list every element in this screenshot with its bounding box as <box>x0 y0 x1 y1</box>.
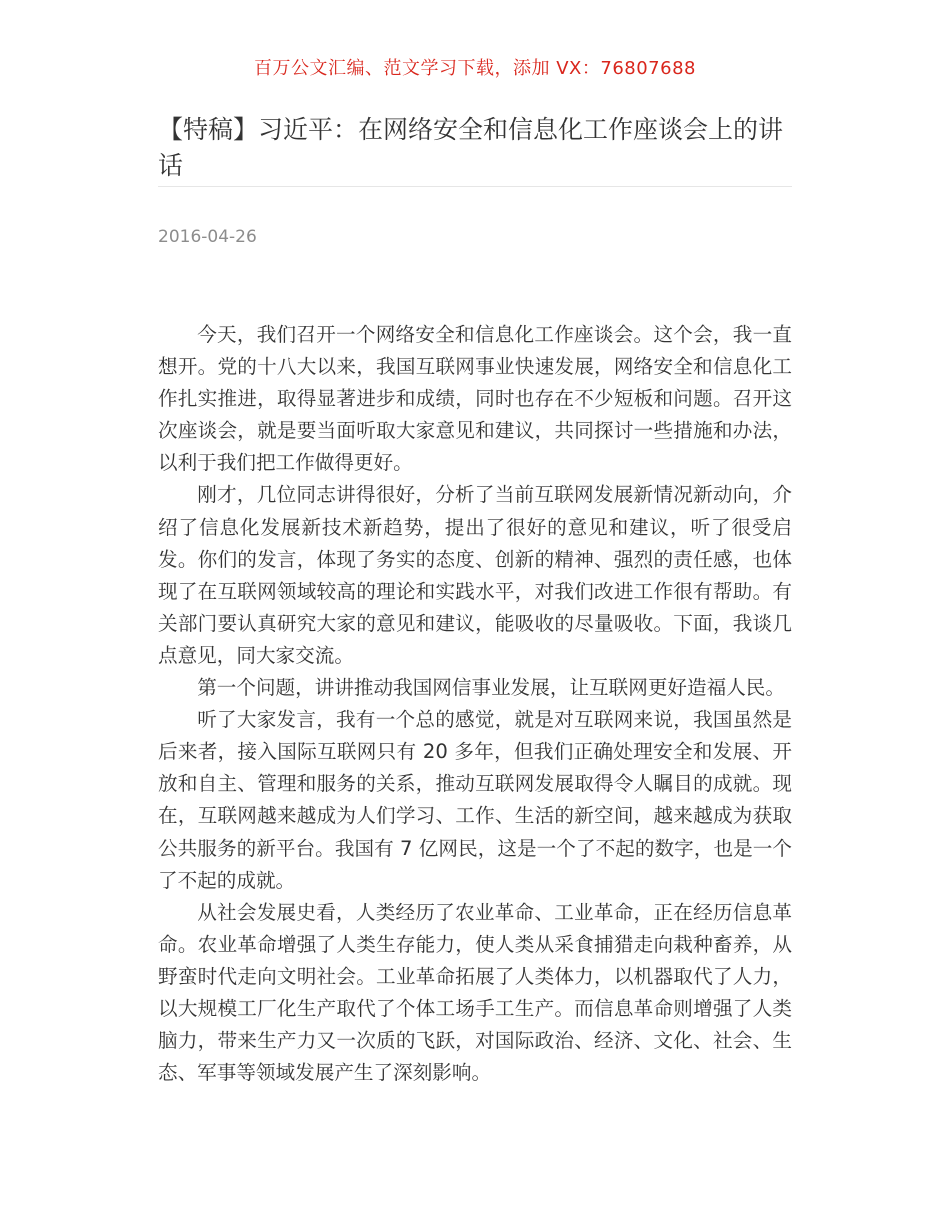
promo-banner: 百万公文汇编、范文学习下载，添加 VX：76807688 <box>254 58 696 79</box>
article-body <box>158 319 792 1089</box>
paragraph: 从社会发展史看，人类经历了农业革命、工业革命，正在经历信息革命。农业革命增强了人类生存能力，使人类从采食捕猎走向栽种畜养，从野蛮时代走向文明社会。工业革命拓展了人类体力，以机器取代了人力，以大规模工厂化生产取代了个体工场手工生产。而信息革命则增强了人类脑力，带来生产力又一次质的飞跃，对国际政治、经济、文化、社会、生态、军事等领域发展产生了深刻影响。 <box>158 900 792 1085</box>
paragraph: 今天，我们召开一个网络安全和信息化工作座谈会。这个会，我一直想开。党的十八大以来，我国互联网事业快速发展，网络安全和信息化工作扎实推进，取得显著进步和成绩，同时也存在不少短板和问题。召开这次座谈会，就是要当面听取大家意见和建议，共同探讨一些措施和办法，以利于我们把工作做得更好。 <box>158 323 792 475</box>
paragraph: 第一个问题，讲讲推动我国网信事业发展，让互联网更好造福人民。 <box>197 676 785 700</box>
article-title: 【特稿】习近平：在网络安全和信息化工作座谈会上的讲话 <box>158 112 792 187</box>
paragraph: 刚才，几位同志讲得很好，分析了当前互联网发展新情况新动向，介绍了信息化发展新技术新趋势，提出了很好的意见和建议，听了很受启发。你们的发言，体现了务实的态度、创新的精神、强烈的责任感，也体现了在互联网领域较高的理论和实践水平，对我们改进工作很有帮助。有关部门要认真研究大家的意见和建议，能吸收的尽量吸收。下面，我谈几点意见，同大家交流。 <box>158 483 792 667</box>
article-date: 2016-04-26 <box>158 227 257 247</box>
article <box>158 112 792 1089</box>
paragraph: 听了大家发言，我有一个总的感觉，就是对互联网来说，我国虽然是后来者，接入国际互联网只有 20 多年，但我们正确处理安全和发展、开放和自主、管理和服务的关系，推动互联网发展取得令人瞩目的成就。现在，互联网越来越成为人们学习、工作、生活的新空间，越来越成为获取公共服务的新平台。我国有 7 亿网民，这是一个了不起的数字，也是一个了不起的成就。 <box>158 708 792 892</box>
